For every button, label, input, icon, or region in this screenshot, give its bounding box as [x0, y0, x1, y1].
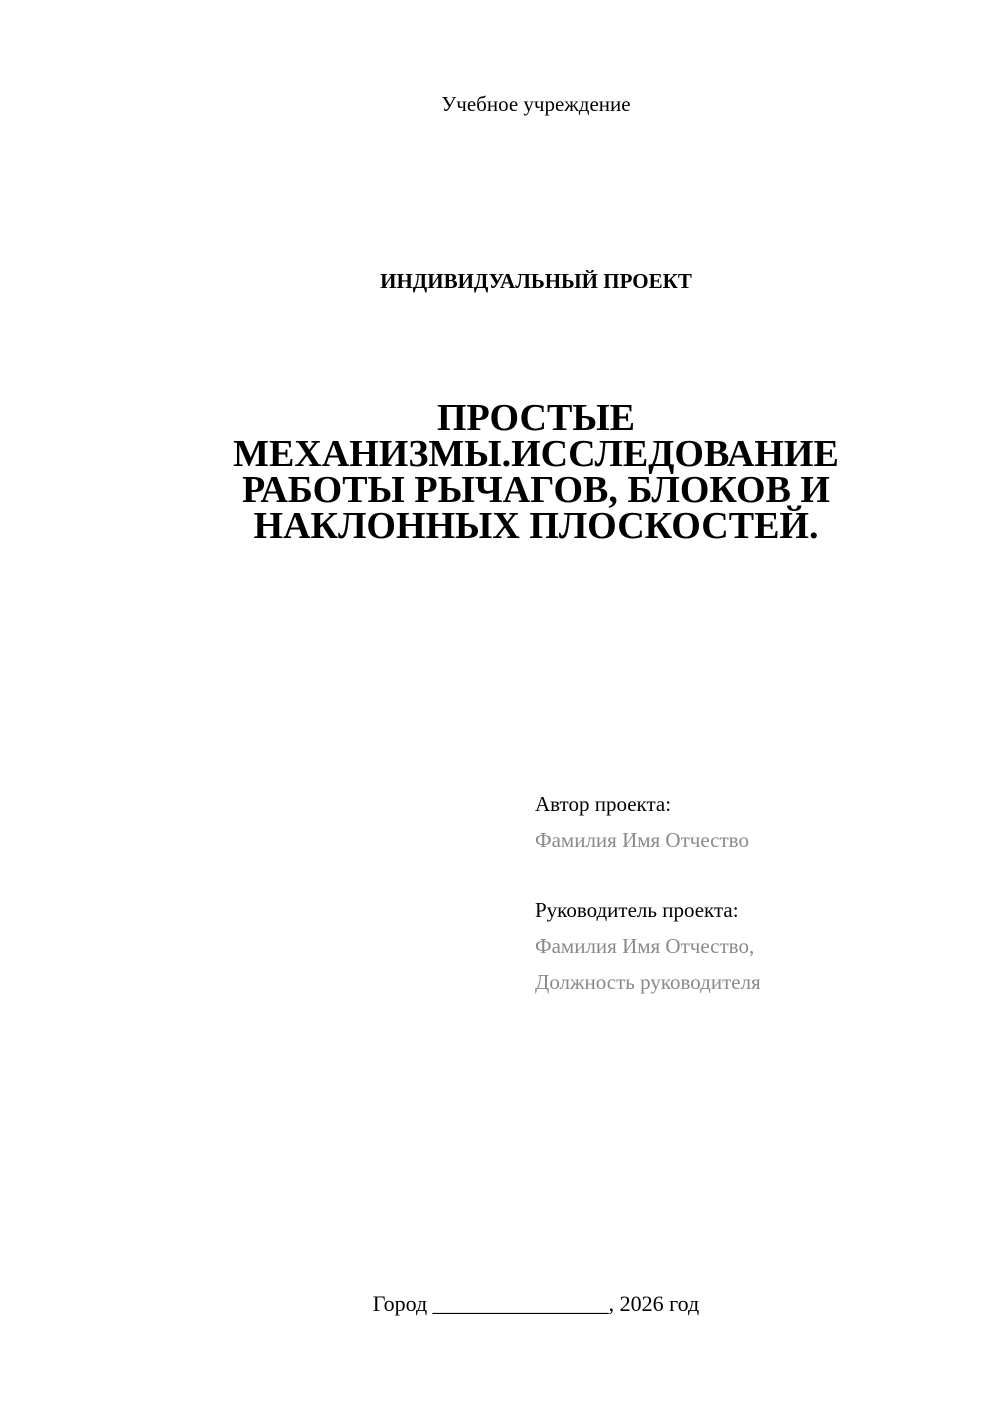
supervisor-position: Должность руководителя	[535, 970, 761, 994]
title-line: РАБОТЫ РЫЧАГОВ, БЛОКОВ И	[242, 469, 830, 511]
author-block	[535, 786, 975, 858]
title-line: ПРОСТЫЕ	[436, 397, 635, 439]
supervisor-block	[535, 892, 975, 1000]
document-type: ИНДИВИДУАЛЬНЫЙ ПРОЕКТ	[380, 269, 692, 293]
city-year-line: Город ________________, 2026 год	[372, 1291, 700, 1316]
institution-name: Учебное учреждение	[441, 92, 631, 116]
supervisor-label: Руководитель проекта:	[535, 898, 739, 922]
title-line: МЕХАНИЗМЫ.ИССЛЕДОВАНИЕ	[233, 433, 839, 475]
author-label: Автор проекта:	[535, 792, 672, 816]
author-name: Фамилия Имя Отчество	[535, 828, 749, 852]
supervisor-name: Фамилия Имя Отчество,	[535, 934, 755, 958]
project-title	[180, 397, 892, 547]
title-line: НАКЛОННЫХ ПЛОСКОСТЕЙ.	[253, 505, 819, 547]
